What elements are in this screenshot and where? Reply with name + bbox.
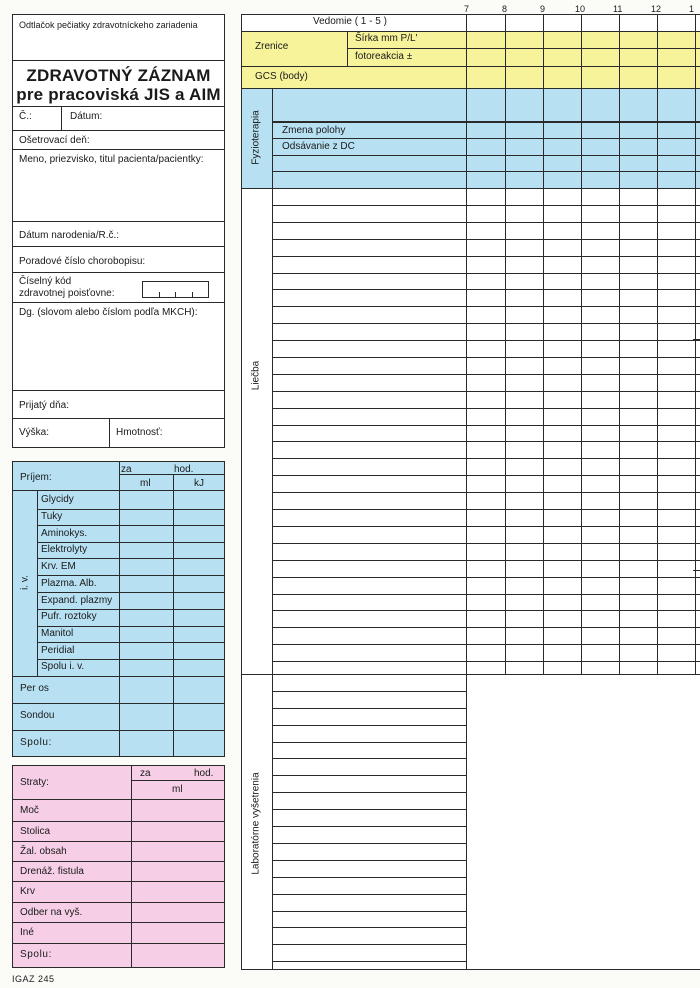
loss-row-label: Stolica <box>20 826 51 837</box>
treatment-row-line <box>272 543 700 544</box>
divider <box>37 609 225 610</box>
hour-label: 1 <box>689 4 695 14</box>
treatment-row-line <box>272 391 700 392</box>
treatment-row-line <box>272 627 700 628</box>
patient-name-label: Meno, priezvisko, titul pacienta/pacientky: <box>19 154 204 165</box>
divider <box>12 676 225 677</box>
hour-column-line <box>543 14 544 674</box>
grid-bottom-border <box>241 969 700 970</box>
intake-za: za <box>121 464 132 475</box>
laboratory-section <box>241 674 700 970</box>
code-box-tick <box>159 292 160 298</box>
hour-column-line <box>657 14 658 674</box>
intake-col-ml: ml <box>140 478 151 489</box>
admitted-label: Prijatý dňa: <box>19 400 70 411</box>
hour-column-line <box>505 14 506 674</box>
treatment-row-line <box>272 205 700 206</box>
lab-row-line <box>272 944 466 945</box>
divider <box>12 149 225 150</box>
divider <box>12 418 225 419</box>
loss-row-label: Iné <box>20 927 34 938</box>
loss-row-label: Krv <box>20 886 35 897</box>
lab-row-line <box>272 809 466 810</box>
treatment-row-line <box>272 323 700 324</box>
treatment-row-line <box>272 475 700 476</box>
loss-row-label: Žal. obsah <box>20 846 67 857</box>
hour-label: 11 <box>613 4 623 14</box>
divider <box>12 730 225 731</box>
divider <box>272 155 700 156</box>
hour-label: 7 <box>464 4 470 14</box>
divider <box>12 943 225 944</box>
page-subtitle: pre pracoviská JIS a AIM <box>16 85 221 104</box>
treatment-label: Liečba <box>250 360 262 391</box>
gcs-label: GCS (body) <box>255 71 308 82</box>
divider <box>12 106 225 107</box>
divider <box>272 121 700 123</box>
divider <box>131 780 225 781</box>
lab-row-line <box>272 860 466 861</box>
divider <box>37 626 225 627</box>
hour-column-line <box>619 14 620 674</box>
code-box-tick <box>192 292 193 298</box>
treatment-row-line <box>272 594 700 595</box>
intake-col-kj: kJ <box>194 478 204 489</box>
treatment-row-line <box>272 273 700 274</box>
treatment-row-line <box>272 560 700 561</box>
divider <box>12 703 225 704</box>
treatment-row-line <box>272 509 700 510</box>
treatment-row-line <box>272 408 700 409</box>
treatment-row-line <box>272 441 700 442</box>
divider <box>241 88 700 89</box>
divider <box>272 171 700 172</box>
intake-hod: hod. <box>174 464 194 475</box>
hour-column-line <box>695 14 696 674</box>
iv-row-label: Aminokys. <box>41 528 88 539</box>
code-box-tick <box>175 292 176 298</box>
hour-label: 10 <box>575 4 586 14</box>
divider <box>61 106 62 130</box>
form-code: IGAZ 245 <box>12 974 55 984</box>
pupil-reaction-label: fotoreakcia ± <box>355 51 413 62</box>
iv-row-label: Glycidy <box>41 494 74 505</box>
hour-column-line <box>466 14 467 674</box>
iv-row-label: Tuky <box>41 511 63 522</box>
hour-column-line <box>581 14 582 674</box>
number-label: Č.: <box>19 111 32 122</box>
treatment-row-line <box>272 661 700 662</box>
divider <box>12 922 225 923</box>
edge-mark <box>693 339 700 340</box>
physiotherapy-label: Fyzioterapia <box>250 110 262 165</box>
pupil-width-label: Šírka mm P/L' <box>355 33 418 44</box>
divider <box>37 592 225 593</box>
divider <box>109 418 110 448</box>
losses-total-label: Spolu: <box>20 949 52 960</box>
treatment-row-line <box>272 289 700 290</box>
divider <box>12 302 225 303</box>
loss-row-label: Odber na vyš. <box>20 907 83 918</box>
treatment-row-line <box>272 256 700 257</box>
iv-row-label: Peridial <box>41 645 75 656</box>
diagnosis-label: Dg. (slovom alebo číslom podľa MKCH): <box>19 307 198 318</box>
iv-row-label: Spolu i. v. <box>41 661 85 672</box>
lab-row-line <box>272 961 466 962</box>
treatment-row-line <box>272 644 700 645</box>
lab-row-line <box>272 725 466 726</box>
divider <box>12 130 225 131</box>
divider <box>12 881 225 882</box>
divider <box>37 558 225 559</box>
lab-row-line <box>272 742 466 743</box>
divider <box>37 542 225 543</box>
weight-label: Hmotnosť: <box>116 427 163 438</box>
iv-row-label: Expand. plazmy <box>41 595 113 606</box>
col-divider <box>173 474 174 757</box>
divider <box>272 138 700 139</box>
iv-row-label: Pufr. roztoky <box>41 611 97 622</box>
lab-row-line <box>272 708 466 709</box>
divider <box>12 390 225 391</box>
divider <box>241 31 700 32</box>
divider <box>241 66 700 67</box>
treatment-row-line <box>272 458 700 459</box>
divider <box>37 509 225 510</box>
consciousness-label: Vedomie ( 1 - 5 ) <box>313 16 387 27</box>
page-title: ZDRAVOTNÝ ZÁZNAM <box>26 66 211 85</box>
lab-row-line <box>272 792 466 793</box>
treatment-row-line <box>272 357 700 358</box>
divider <box>37 659 225 660</box>
height-label: Výška: <box>19 427 50 438</box>
divider <box>12 902 225 903</box>
treatment-row-line <box>272 577 700 578</box>
loss-row-label: Moč <box>20 805 39 816</box>
edge-mark <box>693 570 700 571</box>
lab-row-line <box>272 894 466 895</box>
losses-col-ml: ml <box>172 784 183 795</box>
divider <box>37 525 225 526</box>
losses-za: za <box>140 768 151 779</box>
record-number-label: Poradové číslo chorobopisu: <box>19 256 146 267</box>
treatment-row-line <box>272 425 700 426</box>
iv-row-label: Krv. EM <box>41 561 76 572</box>
divider <box>12 272 225 273</box>
insurer-code-label-2: zdravotnej poisťovne: <box>19 288 115 299</box>
treatment-section <box>241 188 700 674</box>
intake-title: Príjem: <box>20 472 52 483</box>
treatment-row-line <box>272 239 700 240</box>
lab-row-line <box>272 758 466 759</box>
divider <box>466 674 467 970</box>
divider <box>12 861 225 862</box>
losses-hod: hod. <box>194 768 214 779</box>
stamp-label: Odtlačok pečiatky zdravotníckeho zariadenia <box>19 20 198 30</box>
lab-row-line <box>272 691 466 692</box>
hour-label: 8 <box>502 4 508 14</box>
losses-title: Straty: <box>20 777 49 788</box>
physio-row-label: Zmena polohy <box>282 125 346 136</box>
lab-row-line <box>272 775 466 776</box>
grid-left-border <box>241 14 242 970</box>
divider <box>272 88 273 970</box>
birth-date-label: Dátum narodenia/R.č.: <box>19 230 120 241</box>
grid-top-border <box>241 14 700 15</box>
divider <box>12 799 225 800</box>
divider <box>37 642 225 643</box>
divider <box>12 221 225 222</box>
physio-row-label: Odsávanie z DC <box>282 141 355 152</box>
sondou-label: Sondou <box>20 710 55 721</box>
treatment-row-line <box>272 526 700 527</box>
treatment-row-line <box>272 222 700 223</box>
divider <box>12 60 225 61</box>
lab-row-line <box>272 927 466 928</box>
consciousness-row <box>241 14 700 31</box>
treatment-row-line <box>272 340 700 341</box>
insurer-code-label-1: Číselný kód <box>19 276 72 287</box>
divider <box>241 674 700 675</box>
lab-row-line <box>272 911 466 912</box>
treatment-day-label: Ošetrovací deň: <box>19 135 90 146</box>
col-divider <box>37 490 38 676</box>
divider <box>12 821 225 822</box>
iv-label: i. v. <box>19 575 31 590</box>
lab-row-line <box>272 877 466 878</box>
divider <box>12 246 225 247</box>
divider <box>241 188 700 189</box>
lab-row-line <box>272 843 466 844</box>
iv-row-label: Manitol <box>41 628 74 639</box>
divider <box>119 474 225 475</box>
intake-total-label: Spolu: <box>20 737 52 748</box>
laboratory-label: Laboratórne vyšetrenia <box>250 772 262 875</box>
divider <box>347 48 700 49</box>
treatment-row-line <box>272 492 700 493</box>
per-os-label: Per os <box>20 683 49 694</box>
iv-row-label: Plazma. Alb. <box>41 578 97 589</box>
hour-label: 12 <box>651 4 662 14</box>
treatment-row-line <box>272 610 700 611</box>
lab-row-line <box>272 826 466 827</box>
loss-row-label: Drenáž. fistula <box>20 866 84 877</box>
pupils-label: Zrenice <box>255 41 289 52</box>
iv-row-label: Elektrolyty <box>41 544 88 555</box>
col-divider <box>131 765 132 968</box>
neuro-section <box>241 31 700 88</box>
treatment-row-line <box>272 374 700 375</box>
treatment-row-line <box>272 306 700 307</box>
divider <box>37 575 225 576</box>
date-label: Dátum: <box>70 111 103 122</box>
hour-label: 9 <box>540 4 546 14</box>
divider <box>12 841 225 842</box>
